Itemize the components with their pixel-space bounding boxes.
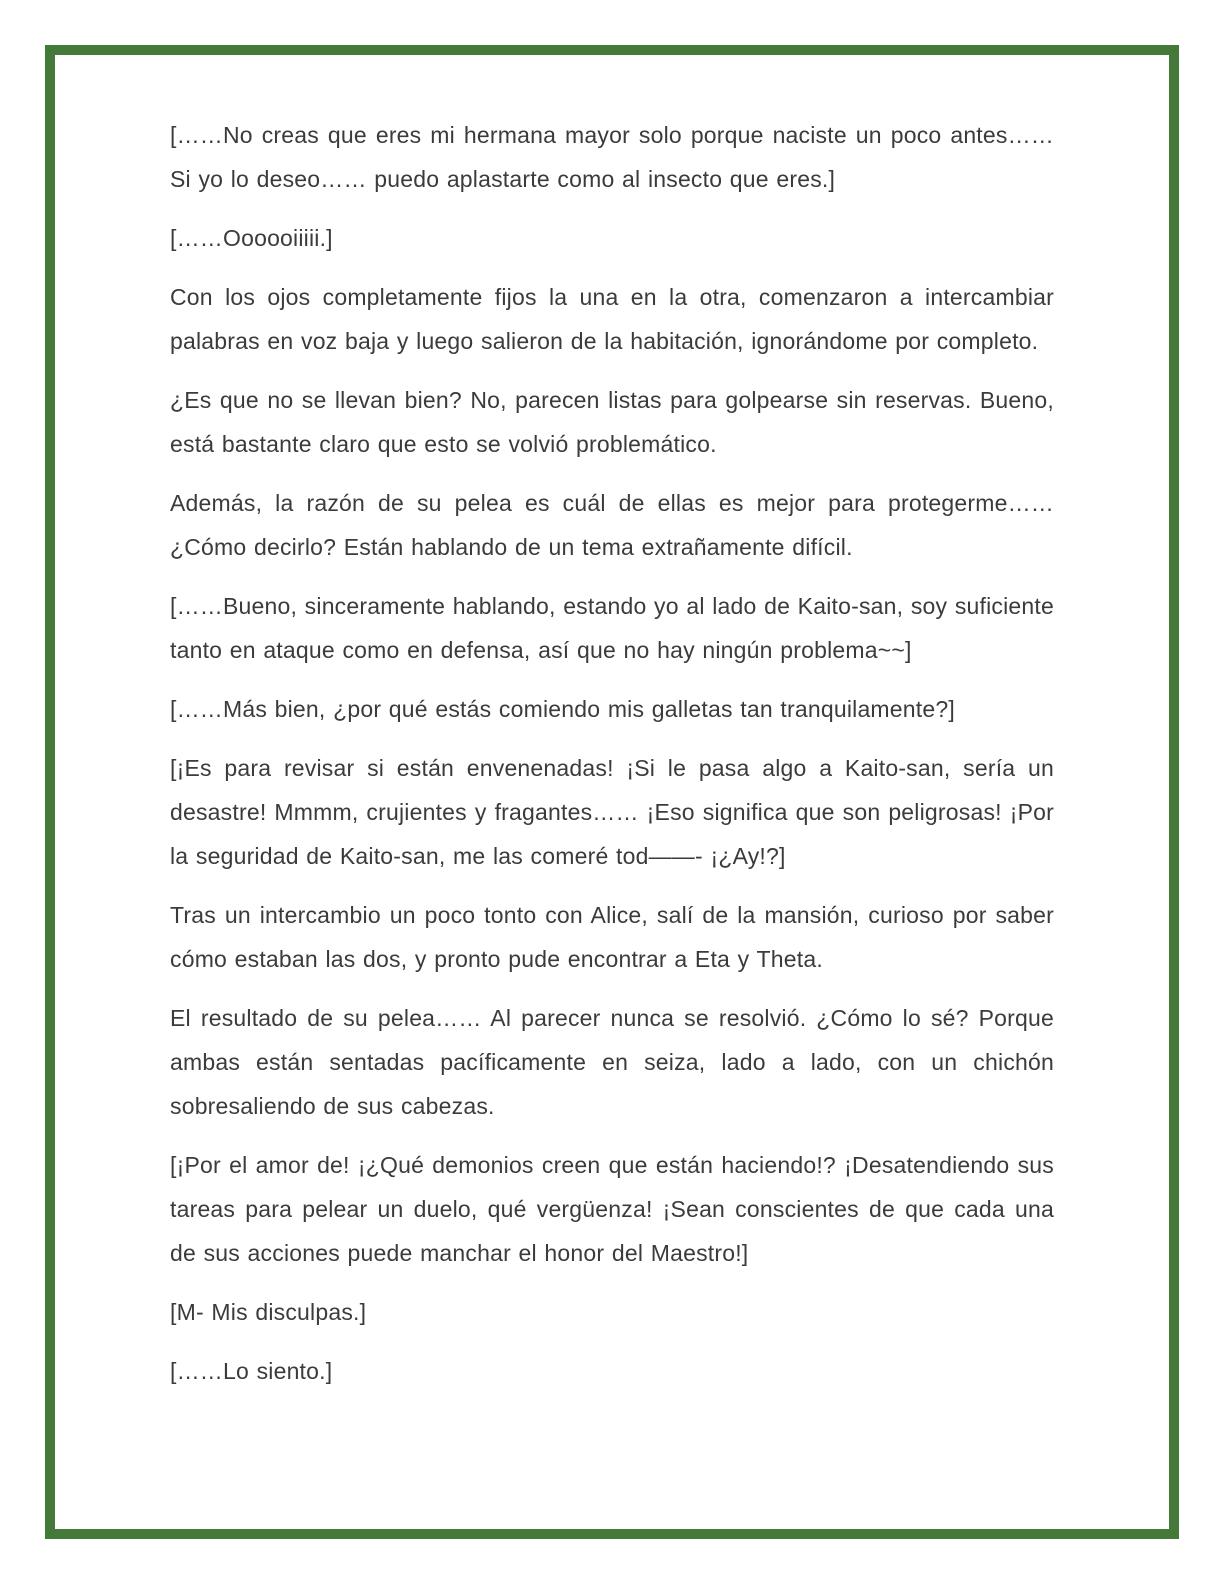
paragraph-3: Con los ojos completamente fijos la una en la otra, comenzaron a intercambiar palabras en voz baja y luego salieron de la habitación, ignorándome por completo. bbox=[170, 284, 1054, 354]
paragraph-11: [¡Por el amor de! ¡¿Qué demonios creen que están haciendo!? ¡Desatendiendo sus tareas para pelear un duelo, qué vergüenza! ¡Sean conscientes de que cada una de sus acciones puede manchar el honor del Maestro!] bbox=[170, 1152, 1054, 1266]
paragraph-9: Tras un intercambio un poco tonto con Alice, salí de la mansión, curioso por saber cómo estaban las dos, y pronto pude encontrar a Eta y Theta. bbox=[170, 902, 1054, 972]
page-border-frame bbox=[45, 45, 1179, 1539]
paragraph-13: [……Lo siento.] bbox=[170, 1358, 333, 1384]
paragraph-7: [……Más bien, ¿por qué estás comiendo mis galletas tan tranquilamente?] bbox=[170, 696, 955, 722]
paragraph-6: [……Bueno, sinceramente hablando, estando yo al lado de Kaito-san, soy suficiente tanto en ataque como en defensa, así que no hay ningún problema~~] bbox=[170, 593, 1054, 663]
paragraph-12: [M- Mis disculpas.] bbox=[170, 1299, 367, 1325]
paragraph-5: Además, la razón de su pelea es cuál de ellas es mejor para protegerme…… ¿Cómo decirlo? Están hablando de un tema extrañamente difícil. bbox=[170, 490, 1054, 560]
paragraph-4: ¿Es que no se llevan bien? No, parecen listas para golpearse sin reservas. Bueno, está bastante claro que esto se volvió problemático. bbox=[170, 387, 1054, 457]
paragraph-2: [……Oooooiiiii.] bbox=[170, 225, 333, 251]
paragraph-10: El resultado de su pelea…… Al parecer nunca se resolvió. ¿Cómo lo sé? Porque ambas están sentadas pacíficamente en seiza, lado a lado, con un chichón sobresaliendo de sus cabezas. bbox=[170, 1005, 1054, 1119]
document-body bbox=[55, 55, 1169, 1448]
paragraph-1: [……No creas que eres mi hermana mayor solo porque naciste un poco antes…… Si yo lo deseo…… puedo aplastarte como al insecto que eres.] bbox=[170, 122, 1054, 192]
paragraph-8: [¡Es para revisar si están envenenadas! ¡Si le pasa algo a Kaito-san, sería un desastre! Mmmm, crujientes y fragantes…… ¡Eso significa que son peligrosas! ¡Por la seguridad de Kaito-san, me las comeré tod——- ¡¿Ay!?] bbox=[170, 755, 1054, 869]
